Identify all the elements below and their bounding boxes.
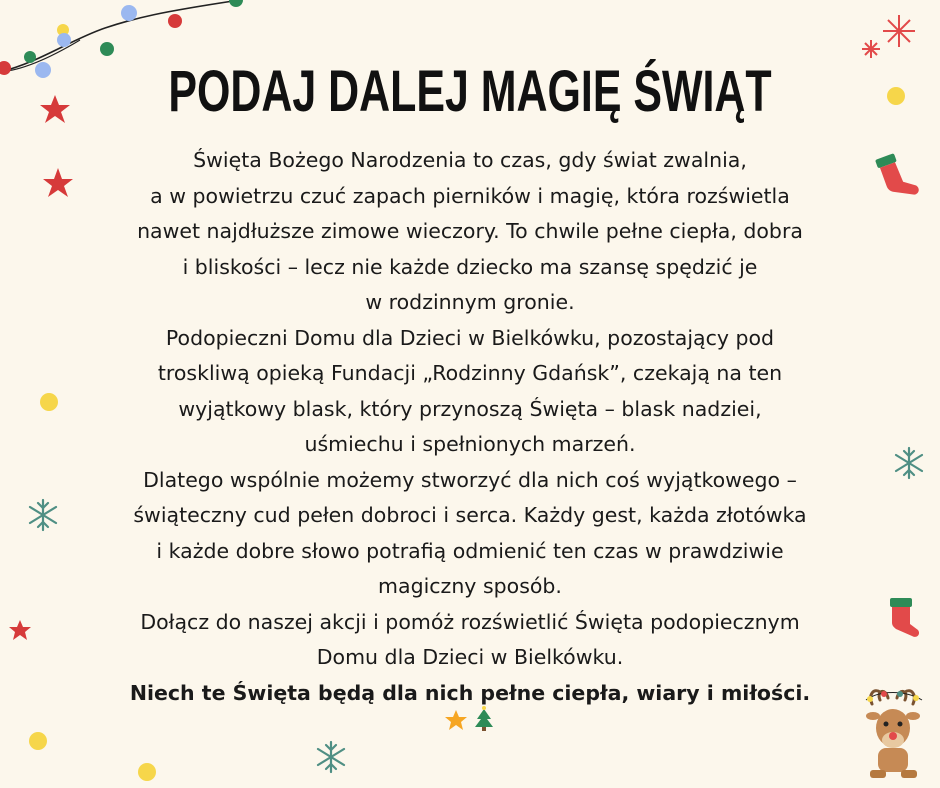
stocking-icon: [890, 598, 919, 637]
text-line: a w powietrzu czuć zapach pierników i magię, która rozświetla: [150, 183, 790, 208]
text-line: Święta Bożego Narodzenia to czas, gdy świat zwalnia,: [193, 148, 747, 172]
stocking-icon: [875, 149, 920, 203]
text-line: Podopieczni Domu dla Dzieci w Bielkówku, pozostający pod: [165, 325, 775, 350]
glowing-star-emoji-icon: [445, 710, 467, 730]
text-line: uśmiechu i spełnionych marzeń.: [304, 432, 636, 456]
text-line: i każde dobre słowo potrafią odmienić ten czas w prawdziwie: [156, 538, 784, 563]
dot-icon: [40, 393, 58, 411]
star-icon: [43, 168, 73, 197]
star-icon: [40, 95, 70, 123]
closing-line: Niech te Święta będą dla nich pełne ciepła, wiary i miłości.: [129, 680, 811, 705]
snowflake-icon: [30, 500, 56, 530]
text-line: Dlatego wspólnie możemy stworzyć dla nich coś wyjątkowego –: [143, 467, 797, 492]
text-line: wyjątkowy blask, który przynoszą Święta – blask nadziei,: [178, 396, 762, 421]
text-line: nawet najdłuższe zimowe wieczory. To chwile pełne ciepła, dobra: [137, 219, 803, 243]
text-line: świąteczny cud pełen dobroci i serca. Każdy gest, każda złotówka: [133, 503, 807, 527]
snowflake-icon: [896, 448, 922, 478]
page-title: PODAJ DALEJ MAGIĘ ŚWIĄT: [168, 59, 772, 124]
text-line: troskliwą opieką Fundacji „Rodzinny Gdańsk”, czekają na ten: [157, 361, 783, 385]
text-line: i bliskości – lecz nie każde dziecko ma szansę spędzić je: [182, 254, 758, 279]
dot-icon: [138, 763, 156, 781]
star-icon: [9, 620, 31, 640]
paragraph: [70, 143, 870, 711]
snowflake-icon: [318, 742, 344, 772]
sparkle-icon: [862, 15, 915, 58]
text-line: Domu dla Dzieci w Bielkówku.: [316, 645, 624, 669]
dot-icon: [887, 87, 905, 105]
reindeer-icon: [866, 691, 922, 778]
dot-icon: [29, 732, 47, 750]
text-line: magiczny sposób.: [378, 574, 562, 598]
text-line: Dołącz do naszej akcji i pomóż rozświetlić Święta podopiecznym: [140, 609, 800, 634]
text-line: w rodzinnym gronie.: [365, 290, 575, 314]
